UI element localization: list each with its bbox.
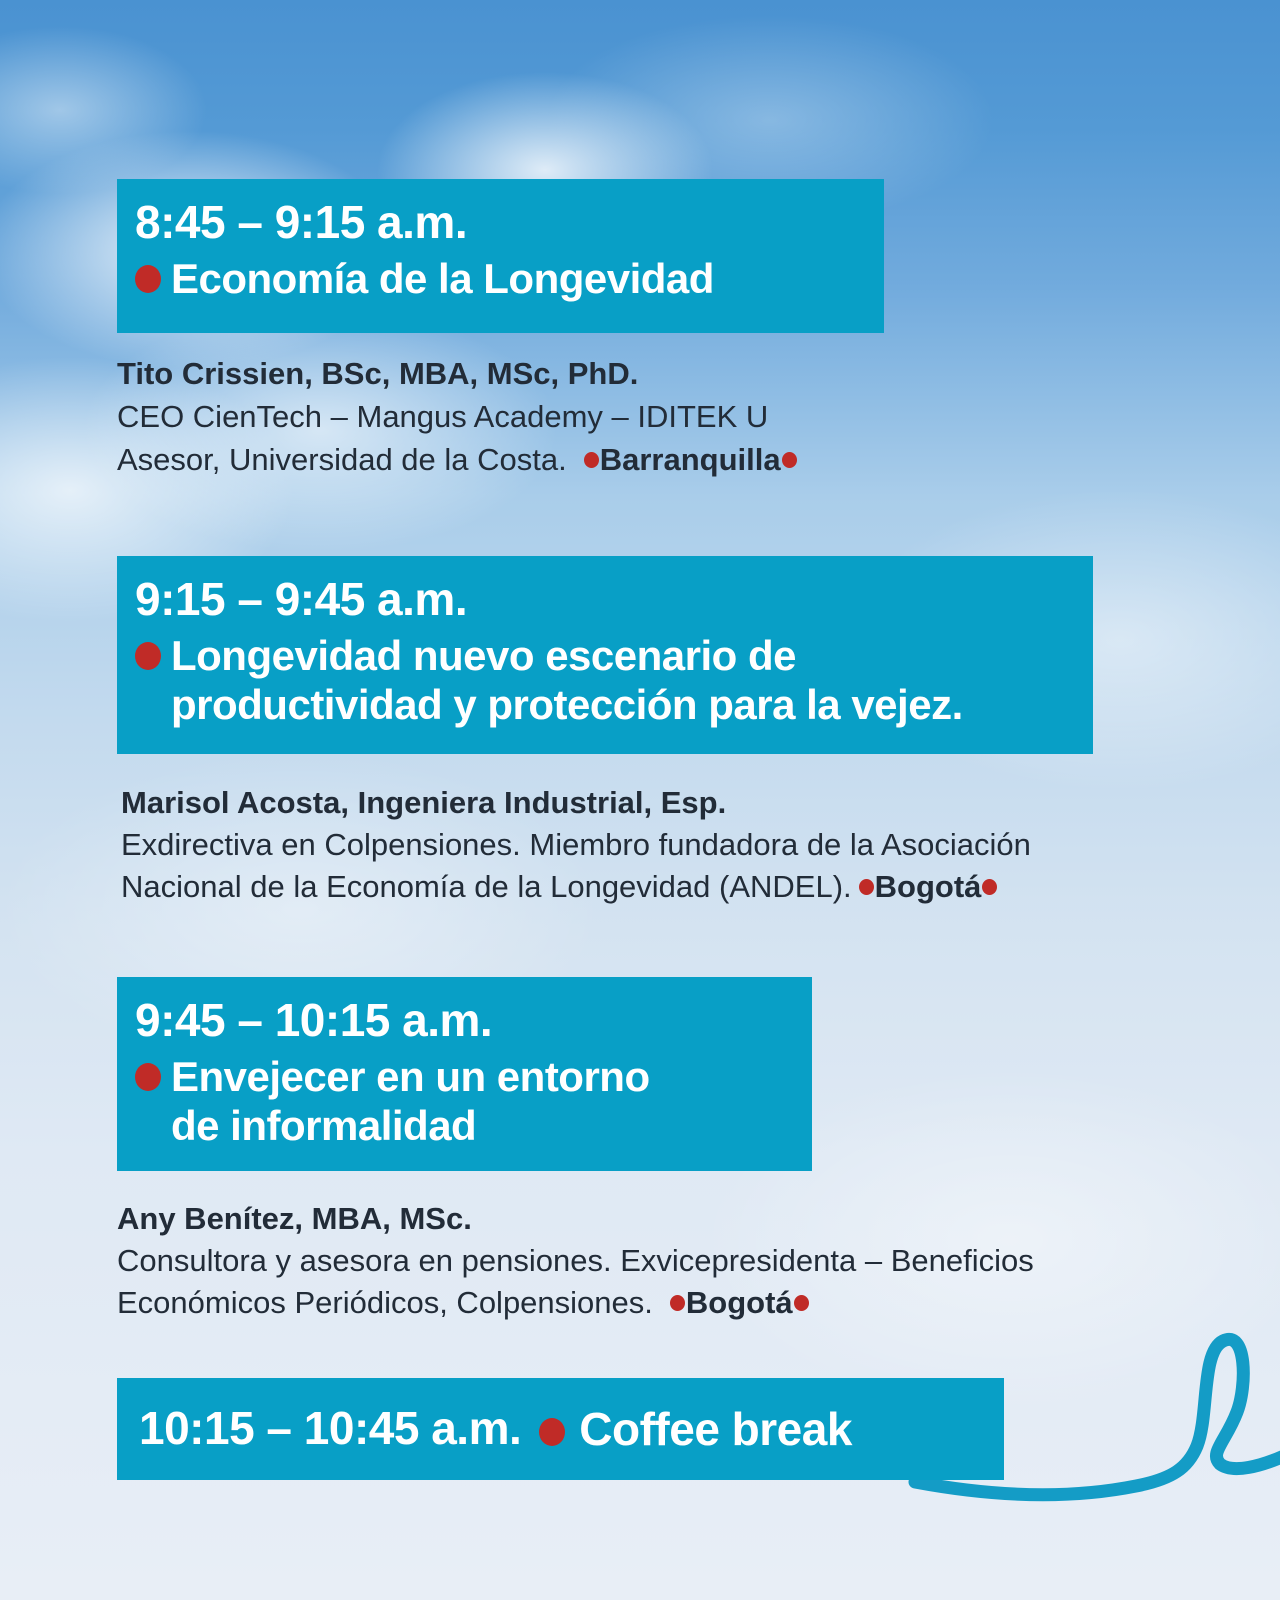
session-time: 9:15 – 9:45 a.m. <box>135 573 468 625</box>
city-tag <box>858 869 999 904</box>
speaker-role-line: Exdirectiva en Colpensiones. Miembro fundadora de la Asociación <box>121 827 1031 862</box>
break-time: 10:15 – 10:45 a.m. <box>139 1402 522 1455</box>
speaker-role-line: CEO CienTech – Mangus Academy – IDITEK U <box>117 399 769 434</box>
speaker-role-text: Nacional de la Economía de la Longevidad (ANDEL). <box>121 869 852 904</box>
session-title-row <box>135 1052 796 1151</box>
session-title <box>171 631 963 730</box>
city-tag <box>669 1285 810 1320</box>
coffee-break-banner <box>117 1378 1004 1480</box>
session-title-line: Envejecer en un entorno <box>171 1052 650 1100</box>
red-bullet-icon <box>135 642 161 670</box>
red-bullet-icon <box>539 1418 565 1446</box>
session-banner-1 <box>117 179 884 333</box>
city-name: Bogotá <box>874 869 982 904</box>
city-name: Bogotá <box>685 1285 793 1320</box>
red-dot-icon <box>584 452 599 468</box>
session-title-line: productividad y protección para la vejez. <box>171 681 963 729</box>
session-time: 8:45 – 9:15 a.m. <box>135 196 468 248</box>
city-name: Barranquilla <box>599 442 781 477</box>
speaker-block-1 <box>117 352 798 481</box>
session-title <box>171 1052 650 1151</box>
speaker-role-line: Consultora y asesora en pensiones. Exvicepresidenta – Beneficios <box>117 1243 1034 1278</box>
speaker-role-line <box>121 866 1031 908</box>
speaker-block-3 <box>117 1198 1034 1324</box>
session-title-line: Longevidad nuevo escenario de <box>171 631 796 679</box>
speaker-role-text: Asesor, Universidad de la Costa. <box>117 442 567 477</box>
session-banner-3 <box>117 977 812 1171</box>
session-title-line: de informalidad <box>171 1102 477 1150</box>
city-tag <box>583 442 798 477</box>
speaker-role-line <box>117 438 798 481</box>
red-dot-icon <box>670 1295 685 1311</box>
break-label: Coffee break <box>579 1402 852 1455</box>
red-dot-icon <box>859 879 874 895</box>
session-title-line: Economía de la Longevidad <box>171 254 714 302</box>
session-banner-2 <box>117 556 1093 754</box>
red-bullet-icon <box>135 265 161 293</box>
red-bullet-icon <box>135 1063 161 1091</box>
red-dot-icon <box>794 1295 809 1311</box>
speaker-name: Marisol Acosta, Ingeniera Industrial, Esp. <box>121 785 727 820</box>
speaker-name: Tito Crissien, BSc, MBA, MSc, PhD. <box>117 356 639 391</box>
red-dot-icon <box>982 879 997 895</box>
session-time: 9:45 – 10:15 a.m. <box>135 994 493 1046</box>
session-title-row <box>135 631 1077 730</box>
speaker-role-text: Económicos Periódicos, Colpensiones. <box>117 1285 653 1320</box>
session-title-row <box>135 254 868 304</box>
speaker-role-line <box>117 1282 1034 1324</box>
session-title <box>171 254 714 304</box>
red-dot-icon <box>782 452 797 468</box>
speaker-name: Any Benítez, MBA, MSc. <box>117 1201 472 1236</box>
speaker-block-2 <box>121 782 1031 908</box>
